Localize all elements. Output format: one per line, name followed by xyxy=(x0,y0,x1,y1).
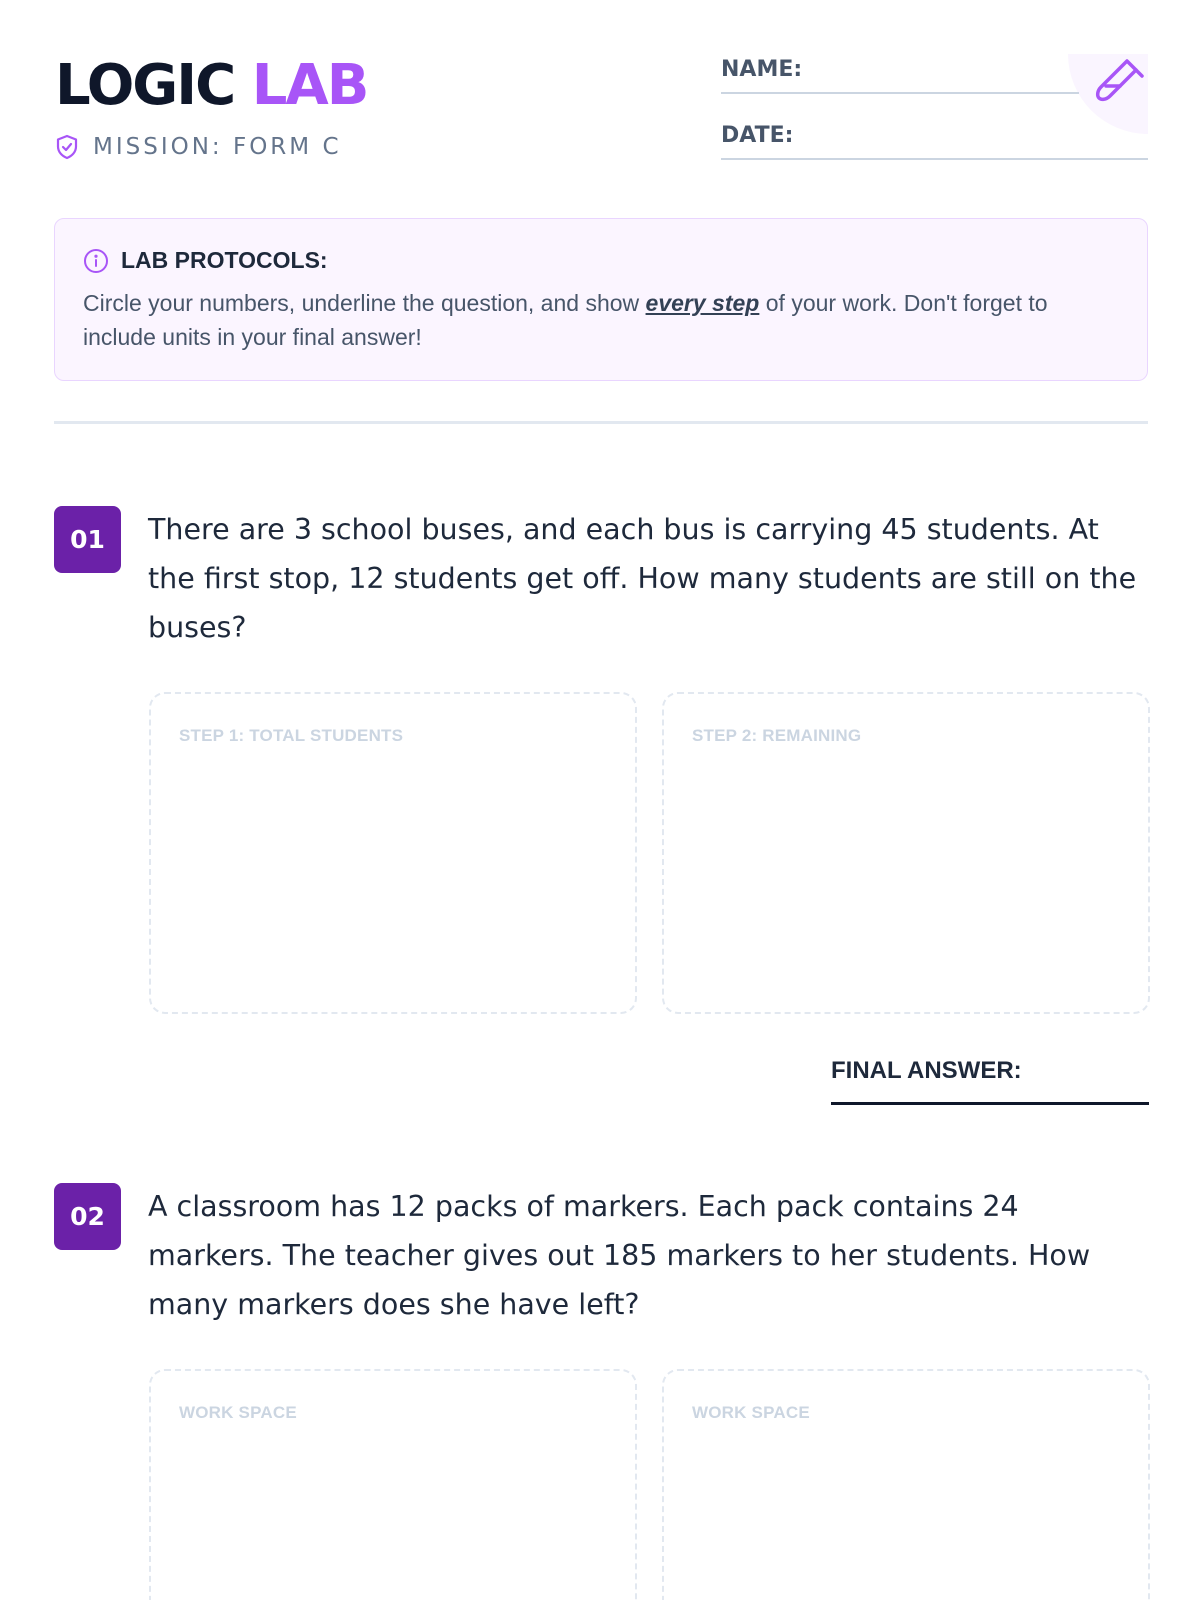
protocols-heading xyxy=(83,247,1119,274)
date-label: DATE: xyxy=(721,123,794,148)
protocols-box xyxy=(54,218,1148,381)
name-label: NAME: xyxy=(721,57,803,82)
problem-number-badge: 02 xyxy=(54,1183,121,1250)
brand-word-logic: LOGIC xyxy=(55,53,235,118)
work-box-2[interactable] xyxy=(662,1369,1150,1600)
mission-text: MISSION: FORM C xyxy=(93,134,342,160)
work-box-step-2[interactable] xyxy=(662,692,1150,1014)
final-answer-label: FINAL ANSWER: xyxy=(831,1057,1022,1084)
brand-word-lab: LAB xyxy=(251,53,368,118)
final-answer-field[interactable] xyxy=(831,1053,1149,1105)
mission-label xyxy=(55,134,342,160)
shield-check-icon xyxy=(55,134,79,160)
work-box-label: STEP 1: TOTAL STUDENTS xyxy=(179,726,404,745)
info-icon xyxy=(83,248,109,274)
problem-question: A classroom has 12 packs of markers. Each pack contains 24 markers. The teacher gives out 185 markers to her students. How many markers does she have left? xyxy=(148,1190,1091,1321)
section-divider xyxy=(54,421,1148,424)
name-field[interactable] xyxy=(721,50,1079,94)
emphasis-every-step: every step xyxy=(645,290,760,316)
work-box-label: WORK SPACE xyxy=(179,1403,297,1422)
work-box-1[interactable] xyxy=(149,1369,637,1600)
work-box-label: STEP 2: REMAINING xyxy=(692,726,862,745)
work-box-label: WORK SPACE xyxy=(692,1403,810,1422)
student-info xyxy=(721,50,1148,160)
protocols-text: Circle your numbers, underline the question, and show every step of your work. Don't forget to include units in your final answer! xyxy=(83,290,1048,350)
date-field[interactable] xyxy=(721,116,1148,160)
protocols-title: LAB PROTOCOLS: xyxy=(121,247,328,273)
brand-logo xyxy=(55,53,368,118)
problem-number-badge: 01 xyxy=(54,506,121,573)
problem-question: There are 3 school buses, and each bus is carrying 45 students. At the first stop, 12 students get off. How many students are still on the buses? xyxy=(148,513,1137,644)
work-box-step-1[interactable] xyxy=(149,692,637,1014)
